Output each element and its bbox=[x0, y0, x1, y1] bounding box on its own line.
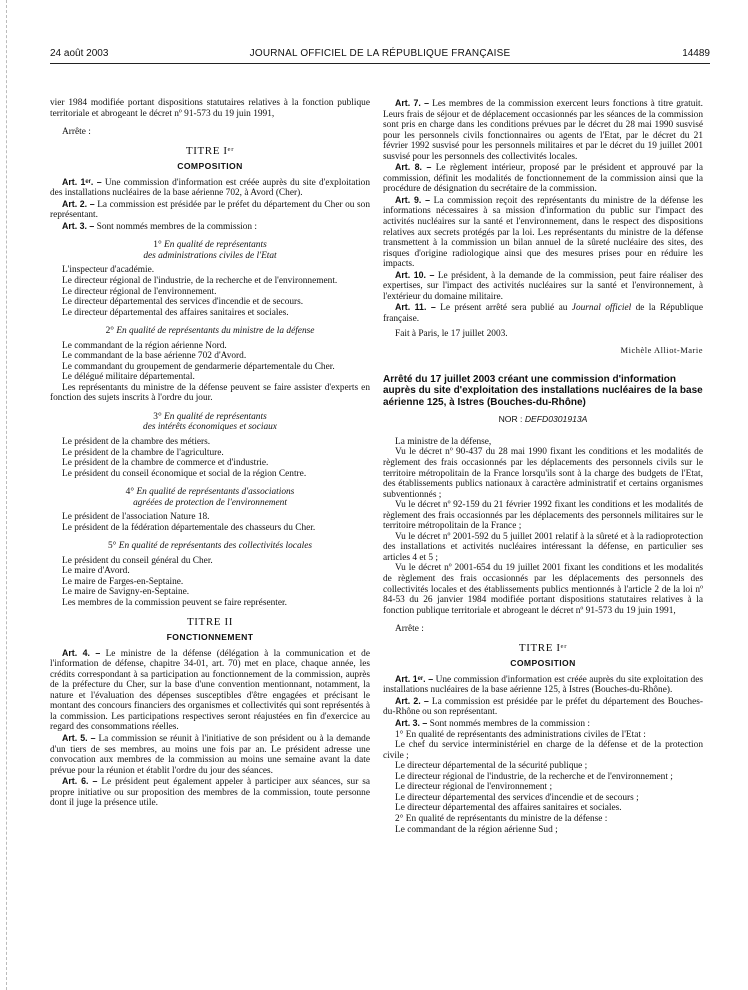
article-11-pre: Le présent arrêté sera publié au bbox=[440, 303, 572, 314]
qualite-3-heading bbox=[50, 412, 370, 433]
qualite-2-heading bbox=[50, 326, 370, 337]
article-4-label: Art. 4. – bbox=[62, 647, 101, 658]
article-11-label: Art. 11. – bbox=[395, 302, 436, 313]
list-item: 1° En qualité de représentants des administrations civiles de l'Etat : bbox=[395, 729, 646, 740]
journal-officiel-italic: Journal officiel bbox=[571, 303, 632, 314]
qualite-1-line2: des administrations civiles de l'Etat bbox=[143, 250, 277, 261]
article-8-label: Art. 8. – bbox=[395, 162, 432, 173]
article-10-text: Le président, à la demande de la commission, peut faire réaliser des expertises, sur l'impact des activités nucléaires sur la santé et l'environnement, à l'extérieur du domaine militaire. bbox=[383, 270, 703, 302]
intro-paragraph: vier 1984 modifiée portant dispositions statutaires relatives à la fonction publique territoriale et abrogeant le décret nº 91-573 du 19 juin 1991, bbox=[50, 98, 370, 119]
list-item: Le directeur régional de l'industrie, de la recherche et de l'environnement. bbox=[62, 276, 338, 287]
arrete-line: Arrête : bbox=[62, 127, 91, 138]
article-7-label: Art. 7. – bbox=[395, 98, 429, 108]
article-6 bbox=[50, 776, 370, 809]
list-item: Le délégué militaire départemental. bbox=[62, 372, 195, 383]
titre-2-heading: TITRE II bbox=[186, 615, 234, 628]
list-item: Le maire de Savigny-en-Septaine. bbox=[62, 587, 190, 598]
article-9 bbox=[383, 195, 703, 270]
article-7 bbox=[383, 98, 703, 162]
list-item: Le directeur régional de l'environnement. bbox=[62, 286, 217, 297]
article-11 bbox=[383, 302, 703, 324]
list-item: Le maire d'Avord. bbox=[62, 566, 130, 577]
header-date: 24 août 2003 bbox=[50, 48, 109, 59]
list-item: Le président de l'association Nature 18. bbox=[62, 512, 210, 523]
list-item: Le directeur régional de l'environnement ; bbox=[395, 782, 553, 793]
list-item: Le président du conseil économique et social de la région Centre. bbox=[62, 468, 307, 479]
qualite-5-number: 5° bbox=[108, 541, 117, 552]
qualite-4-line1: En qualité de représentants d'associations bbox=[136, 487, 295, 498]
article-10-label: Art. 10. – bbox=[395, 269, 435, 280]
qualite-1-line1: En qualité de représentants bbox=[164, 240, 267, 251]
arrete-title: Arrêté du 17 juillet 2003 créant une commission d'information auprès du site d'exploitation des installations nucléaires de la base aérienne 125, à Istres (Bouches-du-Rhône) bbox=[383, 373, 703, 408]
arrete-line-2: Arrête : bbox=[395, 624, 424, 635]
article-1-b-label: Art. 1ᵉʳ. – bbox=[395, 673, 434, 684]
qualite-5-note: Les membres de la commission peuvent se faire représenter. bbox=[62, 597, 287, 608]
qualite-2-line1: En qualité de représentants du ministre de la défense bbox=[116, 326, 315, 337]
article-2-b-text: La commission est présidée par le préfet du département des Bouches-du-Rhône ou son représentant. bbox=[383, 696, 703, 718]
qualite-5-heading bbox=[50, 541, 370, 552]
nor-reference bbox=[383, 414, 703, 425]
list-item: Le directeur départemental des services d'incendie et de secours ; bbox=[395, 792, 639, 803]
composition-heading-2: COMPOSITION bbox=[510, 658, 576, 669]
nor-value: DEFD0301913A bbox=[524, 414, 588, 425]
article-1-b bbox=[383, 674, 703, 696]
article-8-text: Le règlement intérieur, proposé par le président et approuvé par la commission, définit les modalités de fonctionnement de la commission ainsi que la procédure de désignation du secrétaire de la commission. bbox=[383, 163, 703, 195]
list-item: Le chef du service interministériel en charge de la défense et de la protection civile ; bbox=[383, 740, 703, 761]
article-3-b-text: Sont nommés membres de la commission : bbox=[429, 719, 591, 730]
titre-1-heading-2: TITRE Iᵉʳ bbox=[518, 641, 568, 654]
ministre-line: La ministre de la défense, bbox=[395, 436, 492, 447]
article-6-label: Art. 6. – bbox=[62, 776, 98, 787]
article-3-b bbox=[383, 718, 703, 730]
vu-decret-4: Vu le décret nº 2001-654 du 19 juillet 2001 fixant les conditions et les modalités de règlement des frais occasionnés par les déplacements des personnels des collectivités locales et des établissements publics mentionnés à l'article 2 de la loi nº 84-53 du 26 janvier 1984 modifiée portant dispositions statutaires relatives à la fonction publique territoriale et abrogeant le décret nº 91-573 du 19 juin 1991, bbox=[383, 563, 703, 616]
article-1-label: Art. 1ᵉʳ. – bbox=[62, 176, 102, 187]
signature: Michèle Alliot-Marie bbox=[620, 345, 703, 356]
list-item: Le commandant de la région aérienne Nord. bbox=[62, 340, 227, 351]
qualite-2-note: Les représentants du ministre de la défense peuvent se faire assister d'experts en fonction des sujets inscrits à l'ordre du jour. bbox=[50, 382, 370, 404]
qualite-1-heading bbox=[50, 240, 370, 261]
qualite-2-number: 2° bbox=[105, 326, 114, 337]
article-8 bbox=[383, 162, 703, 195]
list-item: L'inspecteur d'académie. bbox=[62, 265, 155, 276]
article-3 bbox=[50, 221, 370, 233]
article-3-label: Art. 3. – bbox=[62, 220, 95, 231]
article-7-text: Les membres de la commission exercent leurs fonctions à titre gratuit. Leurs frais de séjour et de déplacement occasionnés par les séances de la commission sont pris en charge dans les conditions prévues par le décret du 28 mai 1990 susvisé pour les personnels civils fonctionnaires ou agents de l'Etat, par le décret du 21 février 1992 susvisé pour les personnels militaires et par le décret du 19 juillet 2001 susvisé pour les personnels des collectivités locales. bbox=[383, 99, 703, 162]
article-3-b-label: Art. 3. – bbox=[395, 718, 428, 729]
fait-line: Fait à Paris, le 17 juillet 2003. bbox=[395, 329, 508, 340]
article-2-b bbox=[383, 696, 703, 718]
article-5 bbox=[50, 733, 370, 776]
nor-label: NOR : bbox=[498, 414, 523, 425]
list-item: Le président de la chambre de commerce et d'industrie. bbox=[62, 458, 269, 469]
list-item: Le directeur départemental des affaires sanitaires et sociales. bbox=[395, 803, 622, 814]
vu-decret-1: Vu le décret nº 90-437 du 28 mai 1990 fixant les conditions et les modalités de règlement des frais occasionnés par les déplacements des personnels civils sur le territoire métropolitain de la France lorsqu'ils sont à la charge des budgets de l'Etat, des établissements publics nationaux à caractère administratif et certains organismes subventionnés ; bbox=[383, 447, 703, 500]
qualite-3-line1: En qualité de représentants bbox=[164, 411, 267, 422]
list-item: Le président de la chambre de l'agriculture. bbox=[62, 447, 224, 458]
header-rule bbox=[50, 63, 710, 64]
scan-margin bbox=[6, 0, 7, 990]
list-item: Le directeur départemental des affaires sanitaires et sociales. bbox=[62, 307, 289, 318]
article-1-text: Une commission d'information est créée auprès du site d'exploitation des installations nucléaires de la base aérienne 702, à Avord (Cher). bbox=[50, 177, 370, 199]
list-item: Le commandant de la région aérienne Sud ; bbox=[395, 824, 558, 835]
left-column bbox=[50, 98, 370, 809]
article-1-b-text: Une commission d'information est créée auprès du site exploitation des installations nucléaires de la base aérienne 125, à Istres (Bouches-du-Rhône). bbox=[383, 674, 703, 696]
qualite-5-line1: En qualité de représentants des collectivités locales bbox=[118, 541, 312, 552]
page-number: 14489 bbox=[682, 48, 710, 59]
list-item: Le président du conseil général du Cher. bbox=[62, 555, 213, 566]
article-2 bbox=[50, 199, 370, 221]
journal-title: JOURNAL OFFICIEL DE LA RÉPUBLIQUE FRANÇAISE bbox=[249, 48, 511, 59]
article-10 bbox=[383, 270, 703, 303]
list-item: Le maire de Farges-en-Septaine. bbox=[62, 576, 184, 587]
article-5-label: Art. 5. – bbox=[62, 732, 96, 743]
article-4-text: Le ministre de la défense (délégation à la communication et de l'information de défense, chapitre 34-01, art. 70) met en place, chaque année, les crédits correspondant à sa participation au fonctionnement de la commission, auprès de la préfecture du Cher, sur la base d'une convention mentionnant, notamment, la nature et l'évaluation des dépenses susceptibles d'être engagées et précisant le montant des concours financiers des organismes et collectivités qui sont représentés à la commission. Les participations respectives seront réajustées en fin d'exercice au regard des consommations réelles. bbox=[50, 648, 370, 733]
article-2-text: La commission est présidée par le préfet du département du Cher ou son représentant. bbox=[50, 199, 370, 221]
article-6-text: Le président peut également appeler à participer aux séances, sur sa propre initiative ou sur proposition des membres de la commission, toute personne dont il juge la présence utile. bbox=[50, 777, 370, 809]
article-1 bbox=[50, 177, 370, 199]
page-header bbox=[50, 48, 710, 64]
vu-decret-3: Vu le décret nº 2001-592 du 5 juillet 2001 relatif à la sûreté et à la radioprotection des installations et activités nucléaires intéressant la défense, en particulier ses articles 4 et 5 ; bbox=[383, 531, 703, 563]
article-2-label: Art. 2. – bbox=[62, 198, 95, 209]
fonctionnement-heading: FONCTIONNEMENT bbox=[166, 632, 254, 643]
article-4 bbox=[50, 648, 370, 733]
article-11-post: de la République française. bbox=[383, 303, 703, 324]
list-item: Le président de la fédération départementale des chasseurs du Cher. bbox=[62, 522, 316, 533]
list-item: Le président de la chambre des métiers. bbox=[62, 436, 211, 447]
qualite-1-number: 1° bbox=[153, 240, 162, 251]
article-5-text: La commission se réunit à l'initiative de son président ou à la demande d'un tiers de ses membres, au moins une fois par an. Le président adresse une convocation aux membres de la commission au moins une semaine avant la date prévue pour la réunion et établit l'ordre du jour des séances. bbox=[50, 733, 370, 776]
list-item: Le directeur départemental des services d'incendie et de secours. bbox=[62, 297, 304, 308]
list-item: Le commandant de la base aérienne 702 d'Avord. bbox=[62, 351, 247, 362]
vu-decret-2: Vu le décret nº 92-159 du 21 février 1992 fixant les conditions et les modalités de règlement des frais occasionnés par les déplacements des personnels militaires sur le territoire métropolitain de la France ; bbox=[383, 500, 703, 532]
titre-1-heading: TITRE Iᵉʳ bbox=[185, 144, 235, 157]
list-item: Le directeur départemental de la sécurité publique ; bbox=[395, 761, 588, 772]
qualite-4-line2: agréées de protection de l'environnement bbox=[133, 497, 287, 508]
article-3-text: Sont nommés membres de la commission : bbox=[96, 221, 258, 232]
list-item: Le commandant du groupement de gendarmerie départementale du Cher. bbox=[62, 361, 335, 372]
article-9-text: La commission reçoit des représentants du ministre de la défense les informations nécessaires à sa mission d'information du public sur l'impact des activités nucléaires sur la santé et l'environnement, dans le respect des dispositions relatives aux secrets protégés par la loi. Les représentants du ministre de la défense transmettent à la commission un bilan annuel de la sûreté nucléaire des sites, des risques d'origine radiologique ainsi que des mesures prises pour en réduire les impacts. bbox=[383, 195, 703, 270]
list-item: Le directeur régional de l'industrie, de la recherche et de l'environnement ; bbox=[395, 771, 673, 782]
qualite-4-number: 4° bbox=[125, 487, 135, 498]
qualite-3-line2: des intérêts économiques et sociaux bbox=[143, 422, 277, 433]
qualite-4-heading bbox=[50, 487, 370, 508]
list-item: 2° En qualité de représentants du ministre de la défense : bbox=[395, 813, 608, 824]
qualite-3-number: 3° bbox=[153, 411, 162, 422]
composition-heading: COMPOSITION bbox=[177, 161, 243, 172]
right-column bbox=[383, 98, 703, 835]
article-9-label: Art. 9. – bbox=[395, 194, 430, 205]
article-2-b-label: Art. 2. – bbox=[395, 695, 429, 706]
